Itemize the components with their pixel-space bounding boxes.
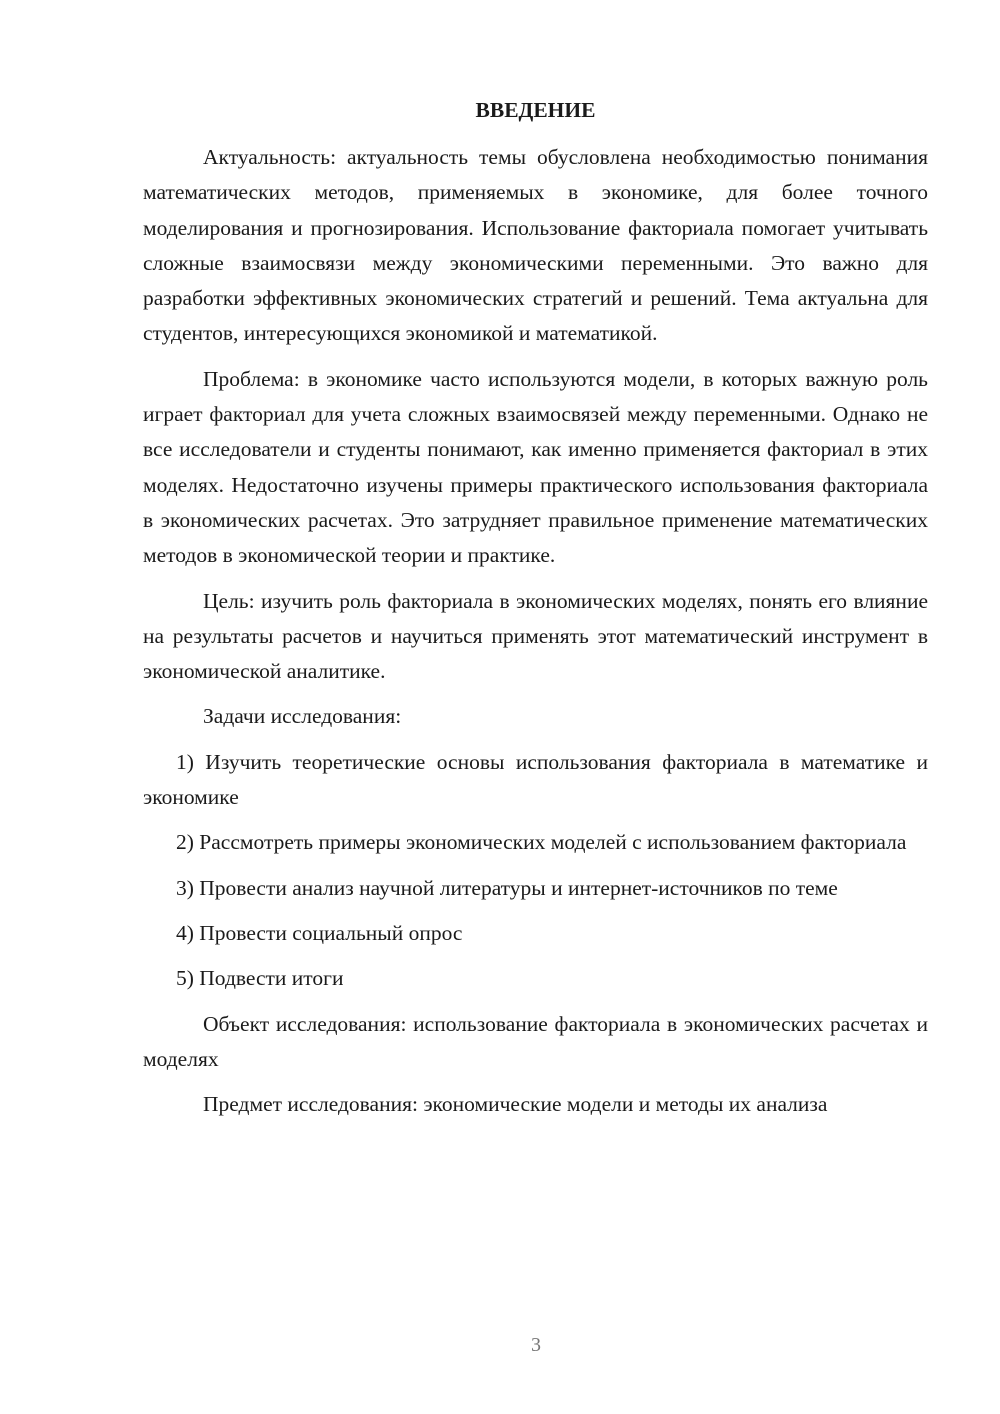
relevance-paragraph: Актуальность: актуальность темы обусловлена необходимостью понимания математических методов, применяемых в экономике, для более точного моделирования и прогнозирования. Использование факториала помогает учитывать сложные взаимосвязи между экономическими переменными. Это важно для разработки эффективных экономических стратегий и решений. Тема актуальна для студентов, интересующихся экономикой и математикой.	[143, 145, 928, 346]
problem-paragraph: Проблема: в экономике часто используются модели, в которых важную роль играет факториал для учета сложных взаимосвязей между переменными. Однако не все исследователи и студенты понимают, как именно применяется факториал в этих моделях. Недостаточно изучены примеры практического использования факториала в экономических расчетах. Это затрудняет правильное применение математических методов в экономической теории и практике.	[143, 366, 928, 568]
subject-paragraph: Предмет исследования: экономические модели и методы их анализа	[203, 1092, 828, 1117]
object-paragraph: Объект исследования: использование факториала в экономических расчетах и моделях	[143, 1011, 928, 1071]
task-item-5: 5) Подвести итоги	[176, 966, 344, 991]
page-number: 3	[531, 1334, 541, 1356]
goal-paragraph: Цель: изучить роль факториала в экономических моделях, понять его влияние на результаты расчетов и научиться применять этот математический инструмент в экономической аналитике.	[143, 588, 928, 684]
section-title: ВВЕДЕНИЕ	[475, 98, 596, 122]
document-page	[143, 95, 928, 1132]
task-item-2: 2) Рассмотреть примеры экономических моделей с использованием факториала	[176, 830, 907, 855]
tasks-heading: Задачи исследования:	[203, 704, 402, 729]
task-item-1: 1) Изучить теоретические основы использования факториала в математике и экономике	[143, 749, 928, 810]
task-item-4: 4) Провести социальный опрос	[176, 920, 463, 945]
task-item-3: 3) Провести анализ научной литературы и интернет-источников по теме	[176, 875, 838, 900]
